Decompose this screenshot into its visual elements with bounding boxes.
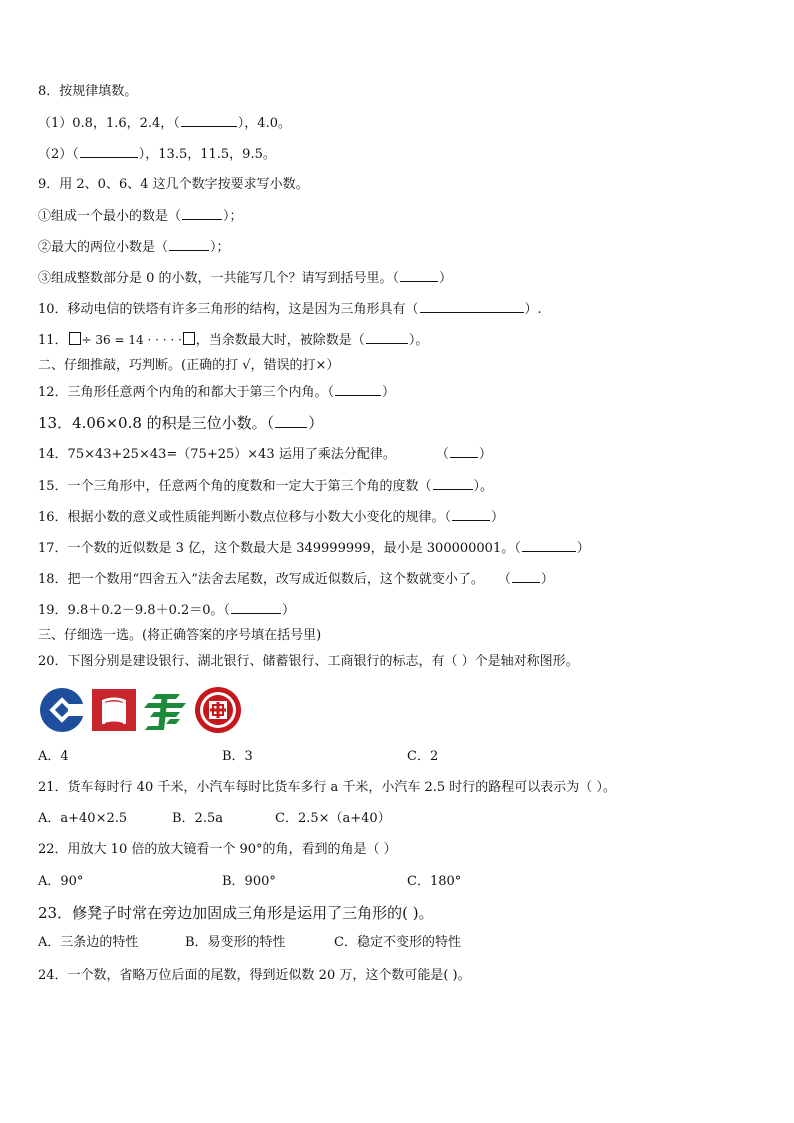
q9-sub2-suffix: ）； xyxy=(210,240,230,255)
q14-prefix: 14．75×43+25×43=（75+25）×43 运用了乘法分配律。 xyxy=(38,447,396,462)
q18-prefix: 18．把一个数用“四舍五入”法舍去尾数，改写成近似数后，这个数就变小了。 xyxy=(38,572,484,587)
q17 xyxy=(38,539,590,558)
q19 xyxy=(38,601,295,620)
q17-suffix: ） xyxy=(576,541,590,556)
q21-text: 21．货车每时行 40 千米，小汽车每时比货车多行 a 千米，小汽车 2.5 时行的路程可以表示为（ ）。 xyxy=(38,780,616,795)
q16-suffix: ） xyxy=(491,510,505,525)
q8-part1 xyxy=(38,114,291,133)
q13-prefix: 13．4.06×0.8 的积是三位小数。（ xyxy=(38,414,275,432)
q13-blank[interactable] xyxy=(275,415,307,428)
q18-open: （ xyxy=(497,572,511,587)
q20-text: 20．下图分别是建设银行、湖北银行、储蓄银行、工商银行的标志，有（ ）个是轴对称图形。 xyxy=(38,654,579,669)
q10-blank[interactable] xyxy=(420,300,524,313)
q24-text: 24．一个数，省略万位后面的尾数，得到近似数 20 万，这个数可能是( )。 xyxy=(38,968,471,983)
q8-part2-suffix: ），13.5，11.5，9.5。 xyxy=(138,147,276,162)
q12-suffix: ） xyxy=(382,385,396,400)
q20-option-a[interactable]: A．4 xyxy=(38,749,69,764)
q9-sub3-suffix: ） xyxy=(439,271,453,286)
q11-box-remainder xyxy=(183,332,195,345)
q19-prefix: 19．9.8＋0.2－9.8＋0.2＝0。（ xyxy=(38,603,231,618)
q9-title: 9．用 2、0、6、4 这几个数字按要求写小数。 xyxy=(38,177,309,192)
section2-heading: 二、仔细推敲，巧判断。(正确的打 √，错误的打×） xyxy=(38,358,340,373)
q22-option-c[interactable]: C．180° xyxy=(407,874,462,889)
q10-prefix: 10．移动电信的铁塔有许多三角形的结构，这是因为三角形具有（ xyxy=(38,302,419,317)
q11-box-dividend xyxy=(69,332,81,345)
hubei-bank-logo-icon xyxy=(90,686,138,734)
q12-blank[interactable] xyxy=(335,383,381,396)
q9-sub3-prefix: ③组成整数部分是 0 的小数，一共能写几个？请写到括号里。（ xyxy=(38,271,400,286)
q9-sub2-blank[interactable] xyxy=(169,238,209,251)
q11-blank[interactable] xyxy=(366,331,408,344)
q8-part1-prefix: （1）0.8，1.6，2.4，（ xyxy=(38,116,180,131)
section3-heading: 三、仔细选一选。(将正确答案的序号填在括号里) xyxy=(38,628,322,643)
q8-part2-blank[interactable] xyxy=(80,145,138,158)
q18-blank[interactable] xyxy=(512,570,540,583)
q15-suffix: ）。 xyxy=(473,479,494,494)
q23-option-c[interactable]: C．稳定不变形的特性 xyxy=(334,935,461,950)
q21-option-a[interactable]: A．a+40×2.5 xyxy=(38,811,128,826)
q10-suffix: ）. xyxy=(524,302,542,317)
q13 xyxy=(38,414,323,432)
q17-prefix: 17．一个数的近似数是 3 亿，这个数最大是 349999999，最小是 300000001。（ xyxy=(38,541,521,556)
q16 xyxy=(38,508,504,527)
q18-suffix: ） xyxy=(540,572,554,587)
q9-sub3-blank[interactable] xyxy=(400,269,438,282)
q14-open: （ xyxy=(435,447,449,462)
q18 xyxy=(38,570,554,589)
q16-prefix: 16．根据小数的意义或性质能判断小数点位移与小数大小变化的规律。（ xyxy=(38,510,452,525)
bank-logos xyxy=(38,686,248,734)
q14-blank[interactable] xyxy=(450,445,478,458)
q23-option-a[interactable]: A．三条边的特性 xyxy=(38,935,139,950)
q10 xyxy=(38,300,542,319)
q8-title: 8．按规律填数。 xyxy=(38,84,138,99)
q15 xyxy=(38,477,493,496)
q22-option-a[interactable]: A．90° xyxy=(38,874,84,889)
q20-option-b[interactable]: B．3 xyxy=(222,749,253,764)
q23-option-b[interactable]: B．易变形的特性 xyxy=(185,935,286,950)
q8-part1-suffix: ），4.0。 xyxy=(237,116,291,131)
q19-suffix: ） xyxy=(282,603,296,618)
q21-option-b[interactable]: B．2.5a xyxy=(172,811,223,826)
q11-suffix: ）。 xyxy=(408,333,429,348)
q8-part1-blank[interactable] xyxy=(181,114,237,127)
ccb-logo-icon xyxy=(38,686,86,734)
q21-option-c[interactable]: C．2.5×（a+40） xyxy=(275,811,391,826)
q9-sub1 xyxy=(38,207,243,226)
q8-part2-prefix: （2）（ xyxy=(38,147,79,162)
q15-prefix: 15．一个三角形中，任意两个角的度数和一定大于第三个角的度数（ xyxy=(38,479,432,494)
q22-option-b[interactable]: B．900° xyxy=(222,874,276,889)
q8-part2 xyxy=(38,145,276,164)
q12-prefix: 12．三角形任意两个内角的和都大于第三个内角。（ xyxy=(38,385,335,400)
q20-option-c[interactable]: C．2 xyxy=(407,749,439,764)
q11-num: 11． xyxy=(38,333,68,348)
q15-blank[interactable] xyxy=(433,477,473,490)
q16-blank[interactable] xyxy=(452,508,490,521)
q9-sub3 xyxy=(38,269,452,288)
q14-suffix: ） xyxy=(478,447,492,462)
q11-expression: ÷ 36 = 14 · · · · · xyxy=(81,333,182,347)
q11-text: ，当余数最大时，被除数是（ xyxy=(195,333,365,348)
q14 xyxy=(38,445,492,464)
q19-blank[interactable] xyxy=(231,601,281,614)
q9-sub2 xyxy=(38,238,230,257)
q23-text: 23．修凳子时常在旁边加固成三角形是运用了三角形的( )。 xyxy=(38,904,434,922)
icbc-logo-icon xyxy=(194,686,242,734)
q17-blank[interactable] xyxy=(522,539,576,552)
q9-sub1-blank[interactable] xyxy=(182,207,222,220)
q13-suffix: ） xyxy=(308,414,324,432)
q11 xyxy=(38,331,428,350)
q9-sub1-suffix: ）； xyxy=(223,209,243,224)
q22-text: 22．用放大 10 倍的放大镜看一个 90°的角，看到的角是（ ） xyxy=(38,842,397,857)
q9-sub2-prefix: ②最大的两位小数是（ xyxy=(38,240,169,255)
q9-sub1-prefix: ①组成一个最小的数是（ xyxy=(38,209,182,224)
postal-savings-logo-icon xyxy=(142,686,190,734)
q12 xyxy=(38,383,395,402)
